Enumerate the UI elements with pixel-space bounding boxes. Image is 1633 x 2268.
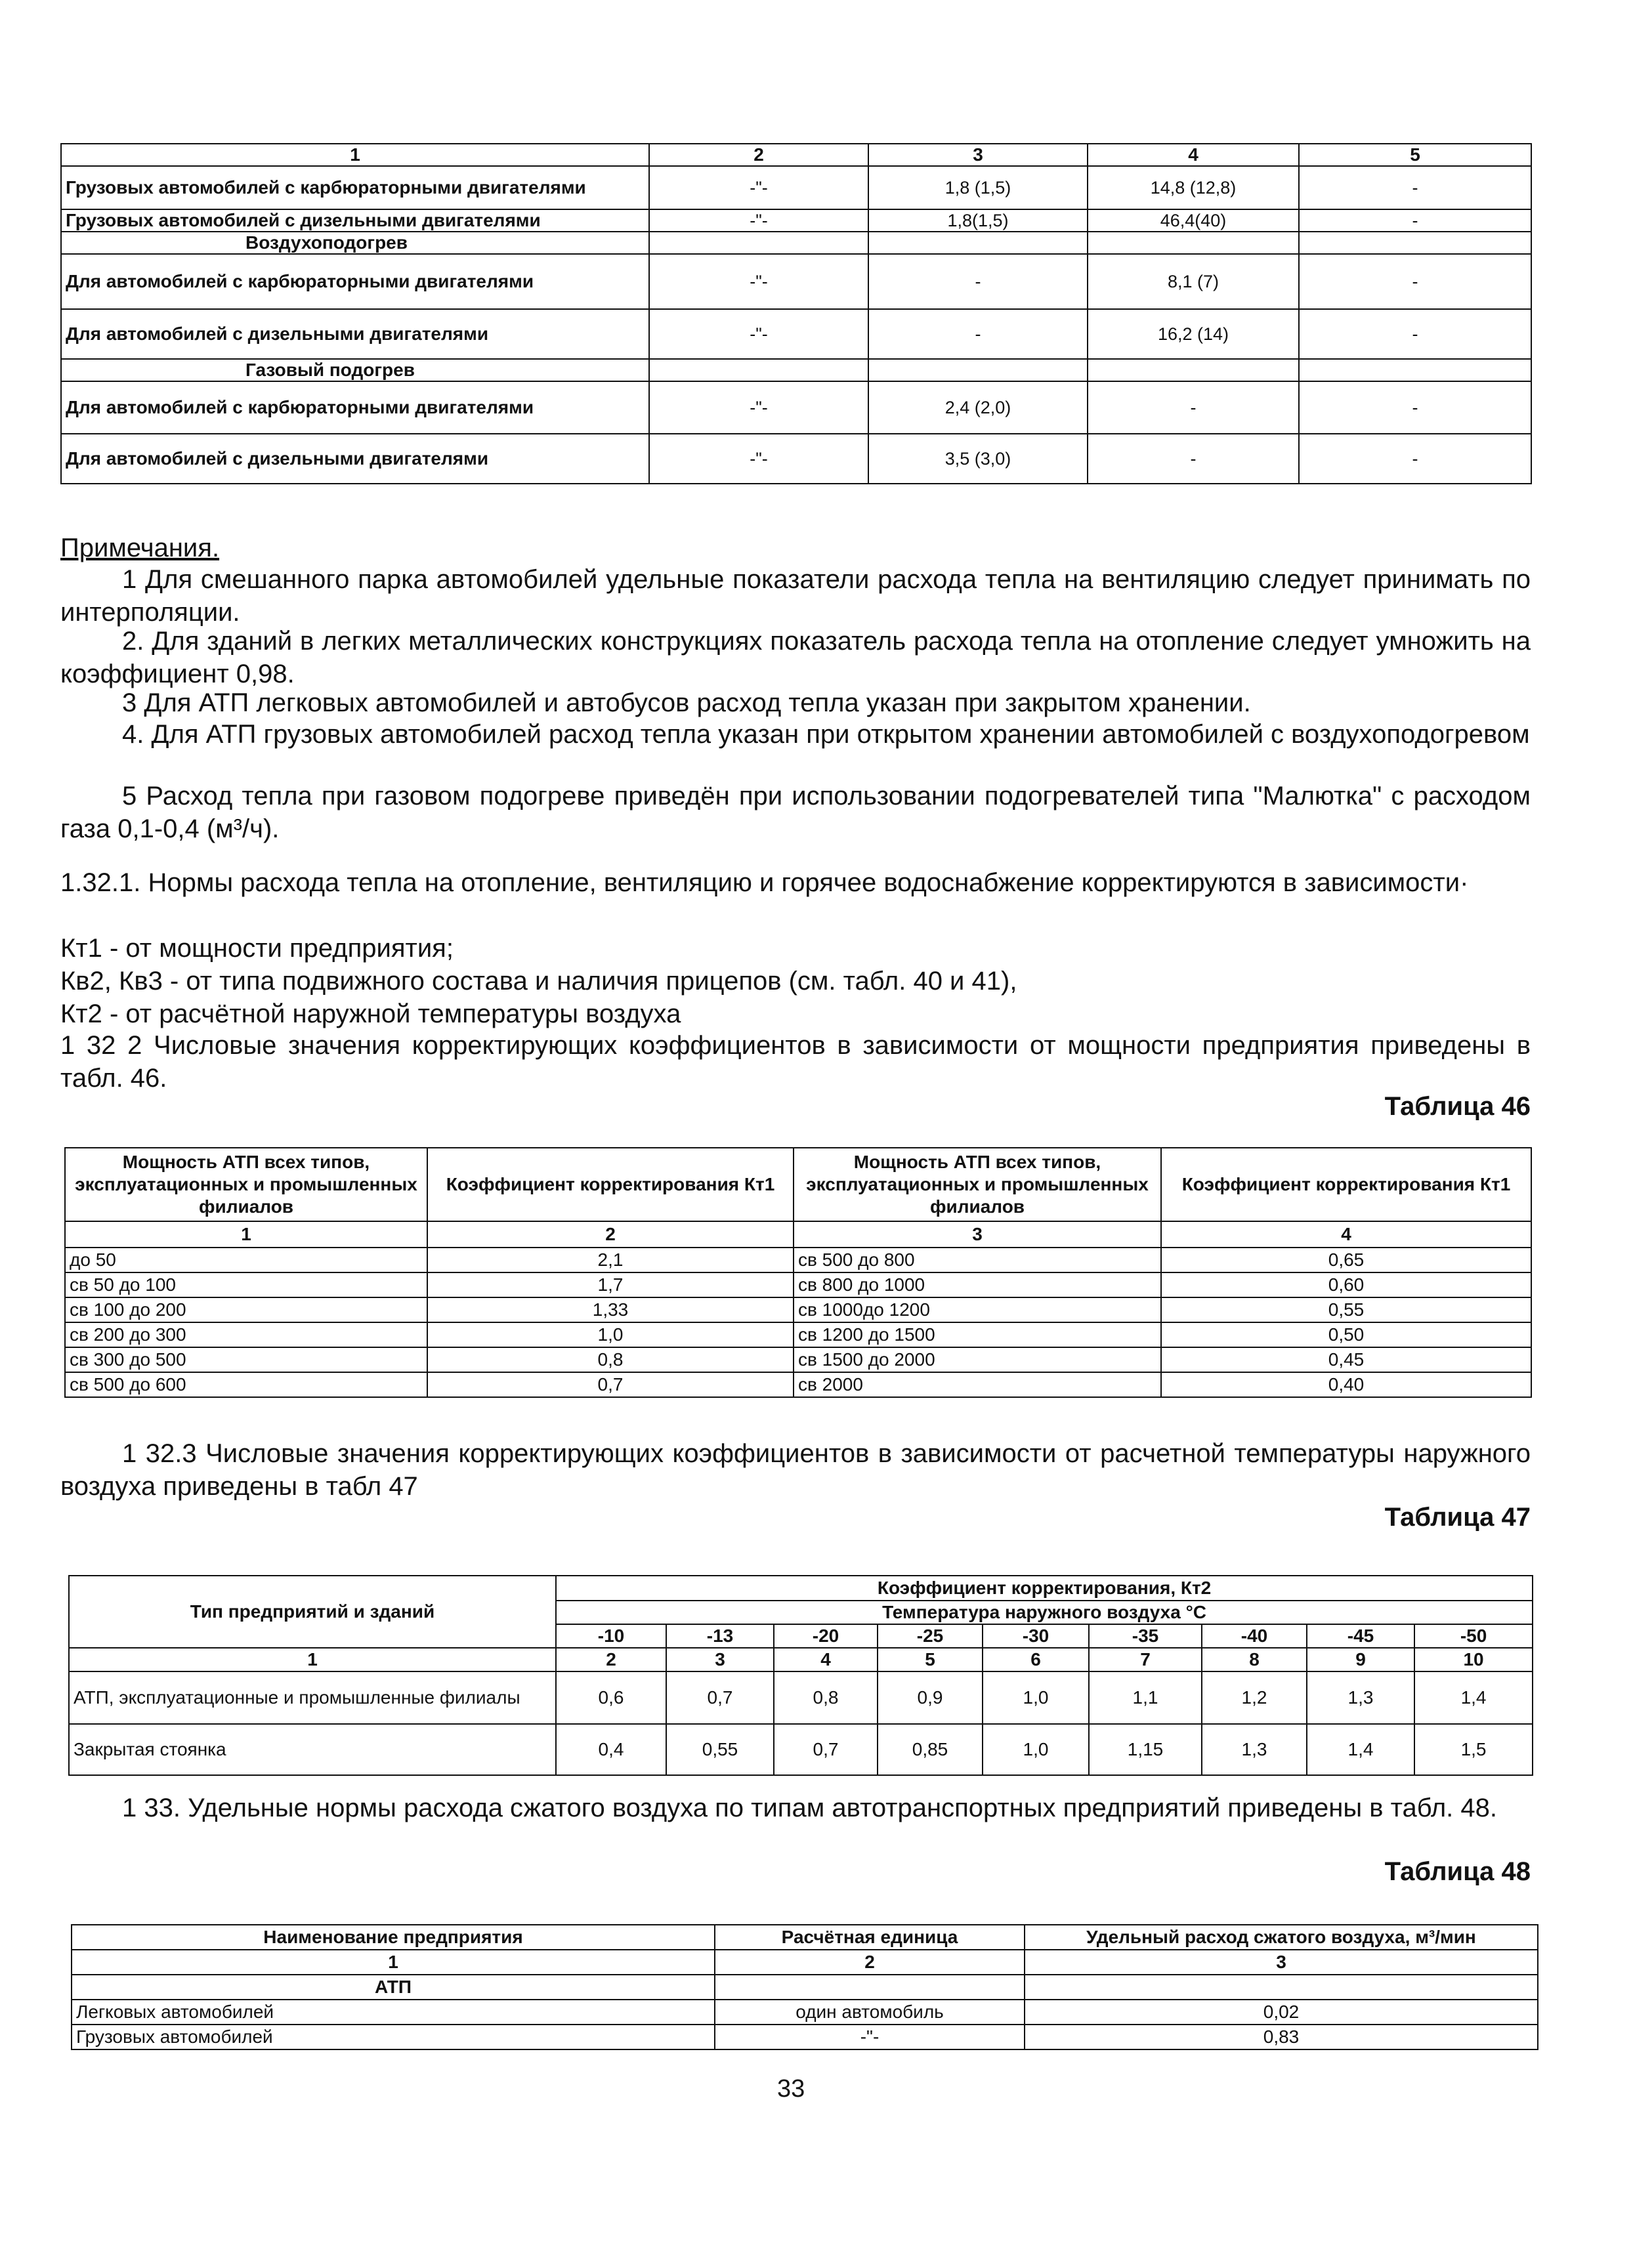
header-coef: Коэффициент корректирования Кт1 (427, 1148, 794, 1221)
cell: - (1088, 381, 1299, 434)
cell: св 1200 до 1500 (794, 1322, 1161, 1347)
cell: 1,33 (427, 1297, 794, 1322)
cell: 1,2 (1202, 1671, 1307, 1724)
cell: св 500 до 800 (794, 1248, 1161, 1272)
col-num: 1 (61, 144, 649, 166)
cell: св 2000 (794, 1372, 1161, 1397)
cell: - (1299, 254, 1531, 309)
table-row (65, 1272, 1531, 1297)
table-48-title: Таблица 48 (1384, 1857, 1531, 1886)
temp-cell: -45 (1307, 1624, 1414, 1648)
cell: Легковых автомобилей (72, 2000, 715, 2025)
table-num-row (72, 1950, 1538, 1975)
table-row (61, 381, 1531, 434)
table-row (65, 1347, 1531, 1372)
cell: 0,8 (427, 1347, 794, 1372)
cell: 8,1 (7) (1088, 254, 1299, 309)
cell: 0,4 (556, 1724, 666, 1775)
col-num: 1 (65, 1221, 427, 1248)
cell: 1,1 (1089, 1671, 1202, 1724)
table-header-row (61, 144, 1531, 166)
col-num: 3 (666, 1648, 774, 1671)
temp-cell: -50 (1414, 1624, 1533, 1648)
temp-cell: -30 (983, 1624, 1089, 1648)
cell: 2,4 (2,0) (868, 381, 1088, 434)
col-num: 2 (715, 1950, 1025, 1975)
cell: 1,8 (1,5) (868, 166, 1088, 209)
col-num: 3 (1025, 1950, 1538, 1975)
table-header-row (72, 1925, 1538, 1950)
col-num: 9 (1307, 1648, 1414, 1671)
col-num: 5 (1299, 144, 1531, 166)
col-num: 3 (794, 1221, 1161, 1248)
cell: 0,7 (774, 1724, 878, 1775)
table-46 (64, 1147, 1532, 1398)
table-46-title: Таблица 46 (1384, 1092, 1531, 1121)
table-row (61, 254, 1531, 309)
cell: 3,5 (3,0) (868, 434, 1088, 484)
cell: св 1000до 1200 (794, 1297, 1161, 1322)
cell: - (1299, 434, 1531, 484)
note-item: 3 Для АТП легковых автомобилей и автобусов расход тепла указан при закрытом хранении. (122, 688, 1251, 717)
cell: 0,45 (1161, 1347, 1531, 1372)
section-label: Газовый подогрев (61, 359, 649, 381)
section-label: Воздухоподогрев (61, 232, 649, 254)
cell: св 50 до 100 (65, 1272, 427, 1297)
cell: -"- (649, 209, 868, 232)
col-num: 2 (427, 1221, 794, 1248)
col-num: 8 (1202, 1648, 1307, 1671)
cell: Грузовых автомобилей (72, 2025, 715, 2049)
cell: - (1299, 209, 1531, 232)
col-num: 5 (878, 1648, 983, 1671)
temp-cell: -40 (1202, 1624, 1307, 1648)
row-label: Для автомобилей с дизельными двигателями (61, 434, 649, 484)
header-unit: Расчётная единица (715, 1925, 1025, 1950)
cell: 0,7 (427, 1372, 794, 1397)
table-heat-continuation (60, 143, 1532, 484)
cell: св 800 до 1000 (794, 1272, 1161, 1297)
header-power: Мощность АТП всех типов, эксплуатационных и промышленных филиалов (794, 1148, 1161, 1221)
table-row (69, 1724, 1533, 1775)
cell: -"- (649, 309, 868, 359)
table-47 (68, 1575, 1533, 1776)
cell: один автомобиль (715, 2000, 1025, 2025)
note-item: 1 Для смешанного парка автомобилей удельные показатели расхода тепла на вентиляцию следует принимать по интерполяции. (60, 565, 1531, 627)
paragraph-1-33: 1 33. Удельные нормы расхода сжатого воздуха по типам автотранспортных предприятий приведены в табл. 48. (122, 1794, 1497, 1822)
table-row (61, 166, 1531, 209)
cell: 46,4(40) (1088, 209, 1299, 232)
page-number: 33 (777, 2075, 805, 2103)
cell: 1,7 (427, 1272, 794, 1297)
section-row (61, 232, 1531, 254)
cell: 0,55 (666, 1724, 774, 1775)
cell: 1,15 (1089, 1724, 1202, 1775)
cell: 0,02 (1025, 2000, 1538, 2025)
cell: 0,85 (878, 1724, 983, 1775)
cell: 0,7 (666, 1671, 774, 1724)
row-label: Для автомобилей с карбюраторными двигателями (61, 254, 649, 309)
col-num: 6 (983, 1648, 1089, 1671)
cell: 0,83 (1025, 2025, 1538, 2049)
cell: 1,5 (1414, 1724, 1533, 1775)
cell: 0,40 (1161, 1372, 1531, 1397)
header-power: Мощность АТП всех типов, эксплуатационных и промышленных филиалов (65, 1148, 427, 1221)
cell: - (868, 254, 1088, 309)
cell: 1,3 (1202, 1724, 1307, 1775)
row-label: Грузовых автомобилей с дизельными двигателями (61, 209, 649, 232)
header-type: Тип предприятий и зданий (69, 1576, 556, 1648)
col-num: 7 (1089, 1648, 1202, 1671)
cell: 1,4 (1307, 1724, 1414, 1775)
cell: 0,6 (556, 1671, 666, 1724)
paragraph-1-32-3: 1 32.3 Числовые значения корректирующих коэффициентов в зависимости от расчетной температуры наружного воздуха приведены в табл 47 (60, 1439, 1531, 1501)
cell: -"- (649, 166, 868, 209)
cell: св 100 до 200 (65, 1297, 427, 1322)
cell: 1,4 (1414, 1671, 1533, 1724)
table-row (65, 1322, 1531, 1347)
note-item: 4. Для АТП грузовых автомобилей расход тепла указан при открытом хранении автомобилей с воздухоподогревом (122, 720, 1530, 749)
paragraph-kt2: Кт2 - от расчётной наружной температуры воздуха (60, 999, 681, 1028)
table-row (65, 1248, 1531, 1272)
cell: 0,50 (1161, 1322, 1531, 1347)
header-coef: Коэффициент корректирования Кт1 (1161, 1148, 1531, 1221)
table-num-row (65, 1221, 1531, 1248)
paragraph-1-32-2: 1 32 2 Числовые значения корректирующих коэффициентов в зависимости от мощности предприятия приведены в табл. 46. (60, 1031, 1531, 1093)
col-num: 3 (868, 144, 1088, 166)
cell: - (1299, 309, 1531, 359)
row-label: Грузовых автомобилей с карбюраторными двигателями (61, 166, 649, 209)
row-label: Закрытая стоянка (69, 1724, 556, 1775)
temp-cell: -25 (878, 1624, 983, 1648)
cell: 1,3 (1307, 1671, 1414, 1724)
header-temp: Температура наружного воздуха °С (556, 1601, 1533, 1624)
col-num: 4 (1088, 144, 1299, 166)
cell: 2,1 (427, 1248, 794, 1272)
table-row (72, 2000, 1538, 2025)
col-num: 2 (649, 144, 868, 166)
temp-cell: -13 (666, 1624, 774, 1648)
cell: до 50 (65, 1248, 427, 1272)
notes-heading: Примечания. (60, 534, 220, 562)
row-label: АТП, эксплуатационные и промышленные филиалы (69, 1671, 556, 1724)
cell: 0,60 (1161, 1272, 1531, 1297)
cell: 1,8(1,5) (868, 209, 1088, 232)
cell: - (1299, 166, 1531, 209)
temp-cell: -35 (1089, 1624, 1202, 1648)
col-num: 1 (72, 1950, 715, 1975)
cell: 14,8 (12,8) (1088, 166, 1299, 209)
temp-cell: -20 (774, 1624, 878, 1648)
table-row (65, 1297, 1531, 1322)
table-header-row (69, 1576, 1533, 1601)
cell: -"- (649, 381, 868, 434)
paragraph-1-32-1: 1.32.1. Нормы расхода тепла на отопление, вентиляцию и горячее водоснабжение корректируются в зависимости· (60, 868, 1469, 897)
table-row (61, 209, 1531, 232)
table-row (61, 309, 1531, 359)
cell: 1,0 (983, 1671, 1089, 1724)
cell: -"- (649, 254, 868, 309)
header-coef: Коэффициент корректирования, Кт2 (556, 1576, 1533, 1601)
cell: 1,0 (983, 1724, 1089, 1775)
cell: св 500 до 600 (65, 1372, 427, 1397)
cell: -"- (649, 434, 868, 484)
cell: 16,2 (14) (1088, 309, 1299, 359)
row-label: Для автомобилей с карбюраторными двигателями (61, 381, 649, 434)
table-header-row (65, 1148, 1531, 1221)
header-rate: Удельный расход сжатого воздуха, м³/мин (1025, 1925, 1538, 1950)
note-item: 2. Для зданий в легких металлических конструкциях показатель расхода тепла на отопление следует умножить на коэффициент 0,98. (60, 627, 1531, 688)
row-label: Для автомобилей с дизельными двигателями (61, 309, 649, 359)
cell: 1,0 (427, 1322, 794, 1347)
table-row (69, 1671, 1533, 1724)
col-num: 4 (774, 1648, 878, 1671)
col-num: 4 (1161, 1221, 1531, 1248)
temp-cell: -10 (556, 1624, 666, 1648)
table-row (65, 1372, 1531, 1397)
cell: св 1500 до 2000 (794, 1347, 1161, 1372)
cell: 0,65 (1161, 1248, 1531, 1272)
col-num: 1 (69, 1648, 556, 1671)
cell: св 200 до 300 (65, 1322, 427, 1347)
section-row (72, 1975, 1538, 2000)
table-row (72, 2025, 1538, 2049)
note-item: 5 Расход тепла при газовом подогреве приведён при использовании подогревателей типа "Малютка" с расходом газа 0,1-0,4 (м³/ч). (60, 782, 1531, 843)
col-num: 2 (556, 1648, 666, 1671)
col-num: 10 (1414, 1648, 1533, 1671)
cell: 0,9 (878, 1671, 983, 1724)
paragraph-kt1: Кт1 - от мощности предприятия; (60, 934, 454, 963)
cell: св 300 до 500 (65, 1347, 427, 1372)
section-label: АТП (72, 1975, 715, 2000)
header-name: Наименование предприятия (72, 1925, 715, 1950)
table-48 (71, 1924, 1538, 2050)
cell: - (1299, 381, 1531, 434)
table-num-row (69, 1648, 1533, 1671)
cell: - (1088, 434, 1299, 484)
table-row (61, 434, 1531, 484)
table-47-title: Таблица 47 (1384, 1503, 1531, 1532)
cell: -"- (715, 2025, 1025, 2049)
paragraph-kv: Кв2, Кв3 - от типа подвижного состава и наличия прицепов (см. табл. 40 и 41), (60, 967, 1017, 996)
section-row (61, 359, 1531, 381)
cell: 0,55 (1161, 1297, 1531, 1322)
cell: - (868, 309, 1088, 359)
cell: 0,8 (774, 1671, 878, 1724)
